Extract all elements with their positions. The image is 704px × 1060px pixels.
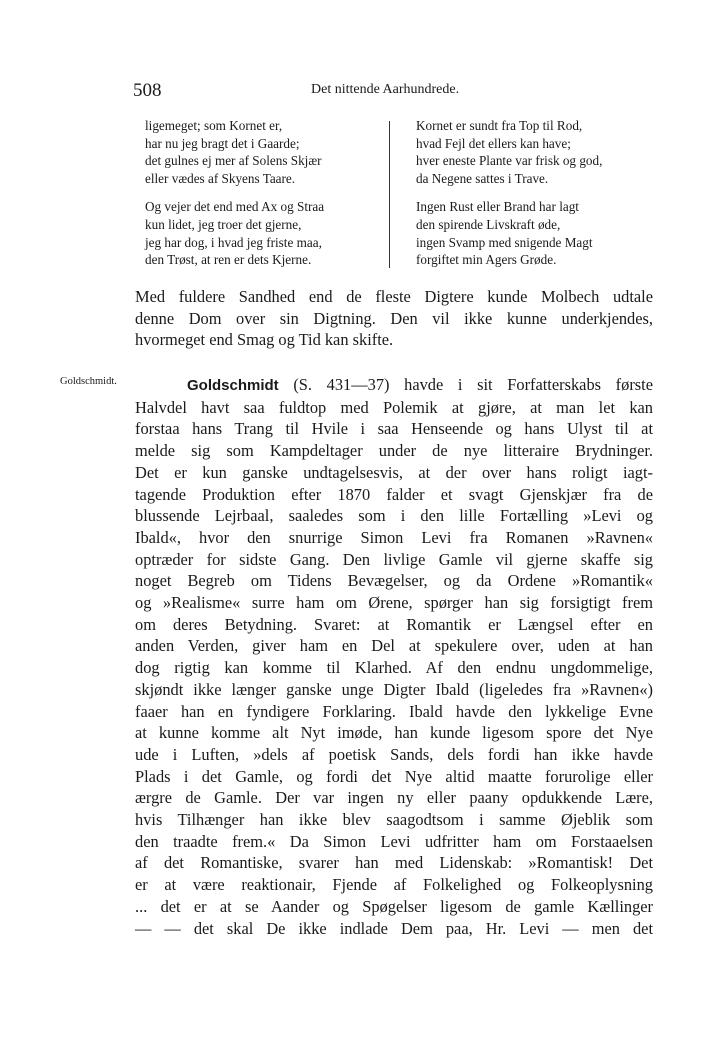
text-line: Ibald«, hvor den snurrige Simon Levi fra Romanen »Ravnen« [135, 527, 653, 547]
verse-line: den spirende Livskraft øde, [416, 216, 561, 232]
text-line: Plads i det Gamle, og fordi det Nye altid maatte forurolige eller [135, 766, 653, 786]
verse-stanza [416, 117, 602, 187]
verse-line: Kornet er sundt fra Top til Rod, [416, 118, 583, 133]
verse-line: Ingen Rust eller Brand har lagt [416, 199, 579, 215]
text-line: blussende Lejrbaal, saaledes som i den lille Fortælling »Levi og [135, 506, 653, 526]
text-line: ude i Luften, »dels af poetisk Sands, dels fordi han ikke havde [135, 744, 653, 764]
text-line: denne Dom over sin Digtning. Den vil ikke kunne underkjendes, [135, 308, 653, 328]
text-line: faaer han en fyndigere Forklaring. Ibald havde den lykkelige Evne [135, 701, 653, 721]
text-line: og »Realisme« surre ham om Ørene, spørger han sig forsigtigt frem [135, 593, 653, 613]
text-line: den traadte frem.« Da Simon Levi udfritter ham om Forstaaelsen [135, 831, 653, 851]
intro-paragraph [135, 286, 653, 351]
text-line: Det er kun ganske undtagelsesvis, at der over hans roligt iagt- [135, 462, 653, 482]
text-line: ærgre de Gamle. Der var ingen ny eller paany opdukkende Lære, [135, 788, 653, 808]
page-number: 508 [133, 80, 162, 101]
text-line: noget Begreb om Tidens Bevægelser, og da Ordene »Romantik« [135, 571, 653, 591]
verse-line: den Trøst, at ren er dets Kjerne. [145, 252, 312, 268]
page-header [133, 80, 653, 104]
verse-column-left [145, 117, 324, 269]
verse-line: da Negene sattes i Trave. [416, 170, 549, 186]
verse-stanza [145, 198, 324, 268]
text-line: — — det skal De ikke indlade Dem paa, Hr. Levi — men det [135, 918, 653, 938]
text-line: hvis Tilhænger han ikke blev saagodtsom i samme Øjeblik som [135, 810, 653, 830]
verse-line: ingen Svamp med snigende Magt [416, 234, 593, 250]
text-line: at kunne komme alt Nyt imøde, han kunde ligesom spore det Nye [135, 723, 653, 743]
text-line: skjøndt ikke længer ganske unge Digter Ibald (ligeledes fra »Ravnen«) [135, 679, 653, 699]
text-line: er at være reaktionair, Fjende af Folkelighed og Folkeoplysning [135, 875, 653, 895]
first-line-rest: (S. 431—37) havde i sit Forfatterskabs første [278, 375, 653, 394]
text-line: om deres Betydning. Svaret: at Romantik er Længsel efter en [135, 614, 653, 634]
verse-column-right [416, 117, 602, 269]
verse-line: hver eneste Plante var frisk og god, [416, 153, 603, 169]
column-divider [389, 121, 390, 268]
verse-line: har nu jeg bragt det i Gaarde; [145, 135, 300, 151]
verse-stanza [416, 198, 602, 268]
verse-line: kun lidet, jeg troer det gjerne, [145, 216, 302, 232]
verse-line: Og vejer det end med Ax og Straa [145, 199, 325, 215]
verse-line: ligemeget; som Kornet er, [145, 118, 283, 133]
text-line: anden Verden, giver ham en Del at spekulere over, uden at han [135, 636, 653, 656]
text-line: dog rigtig kan komme til Klarhed. Af den endnu ungdommelige, [135, 658, 653, 678]
verse-line: hvad Fejl det ellers kan have; [416, 135, 571, 151]
main-paragraph [135, 374, 653, 939]
verse-line: det gulnes ej mer af Solens Skjær [145, 153, 322, 169]
text-line [135, 374, 653, 397]
text-line: ... det er at se Aander og Spøgelser ligesom de gamle Kællinger [135, 896, 653, 916]
author-name: Goldschmidt [187, 377, 279, 394]
verse-line: eller vædes af Skyens Taare. [145, 170, 296, 186]
text-line: optræder for sidste Gang. Den livlige Gamle vil gjerne skaffe sig [135, 549, 653, 569]
verse-stanza [145, 117, 324, 187]
text-line: melde sig som Kampdeltager under de nye litteraire Brydninger. [135, 441, 653, 461]
verse-line: forgiftet min Agers Grøde. [416, 252, 557, 268]
text-line: hvormeget end Smag og Tid kan skifte. [135, 330, 394, 350]
text-line: Med fuldere Sandhed end de fleste Digtere kunde Molbech udtale [135, 287, 653, 306]
text-line: Halvdel havt saa fuldtop med Polemik at gjøre, at man let kan [135, 397, 653, 417]
text-line: forstaa hans Trang til Hvile i saa Henseende og hans Ulyst til at [135, 419, 653, 439]
running-title: Det nittende Aarhundrede. [311, 82, 460, 97]
text-line: af det Romantiske, svarer han med Lidenskab: »Romantisk! Det [135, 853, 653, 873]
verse-line: jeg har dog, i hvad jeg friste maa, [145, 234, 322, 250]
margin-note: Goldschmidt. [60, 376, 117, 387]
text-line: tagende Produktion efter 1870 falder et svagt Gjenskjær fra de [135, 484, 653, 504]
